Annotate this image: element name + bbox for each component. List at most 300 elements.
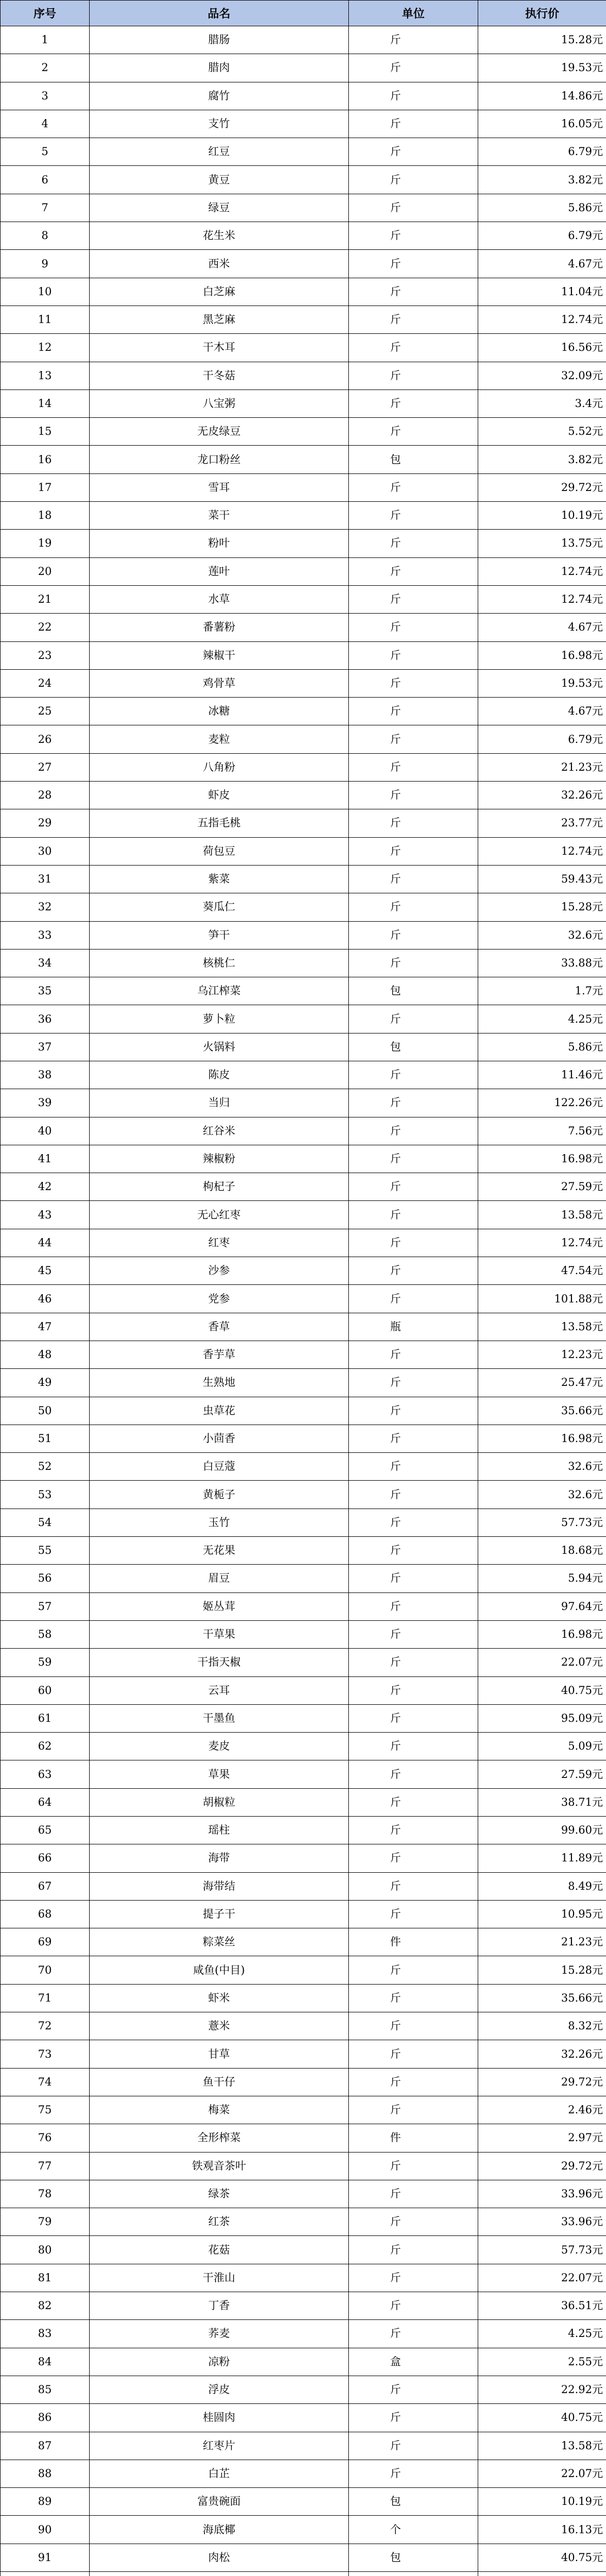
cell-no: 56 xyxy=(1,1565,90,1592)
table-row xyxy=(1,1481,606,1509)
cell-no: 39 xyxy=(1,1089,90,1117)
cell-unit: 斤 xyxy=(349,893,478,921)
cell-unit: 斤 xyxy=(349,2404,478,2432)
cell-name: 生熟地 xyxy=(90,1369,349,1397)
cell-price: 57.73元 xyxy=(478,2236,606,2264)
table-row xyxy=(1,865,606,893)
table-row xyxy=(1,1117,606,1145)
table-row xyxy=(1,1872,606,1900)
cell-name: 党参 xyxy=(90,1285,349,1313)
cell-price: 4.25元 xyxy=(478,2320,606,2348)
cell-name: 香芋草 xyxy=(90,1341,349,1368)
cell-name: 虫草花 xyxy=(90,1397,349,1425)
cell-unit: 斤 xyxy=(349,837,478,865)
cell-unit: 斤 xyxy=(349,473,478,501)
cell-unit: 斤 xyxy=(349,1257,478,1285)
table-row xyxy=(1,1620,606,1648)
table-row xyxy=(1,837,606,865)
cell-price: 29.72元 xyxy=(478,473,606,501)
header-no: 序号 xyxy=(1,1,90,26)
cell-unit: 斤 xyxy=(349,1509,478,1536)
table-row xyxy=(1,166,606,194)
cell-name: 红谷米 xyxy=(90,1117,349,1145)
table-row xyxy=(1,2348,606,2376)
cell-price: 3.82元 xyxy=(478,446,606,473)
table-row xyxy=(1,585,606,613)
cell-no: 21 xyxy=(1,585,90,613)
cell-name: 陈皮 xyxy=(90,1061,349,1089)
table-row xyxy=(1,2404,606,2432)
cell-unit: 斤 xyxy=(349,362,478,389)
cell-name: 白豆蔻 xyxy=(90,1453,349,1481)
cell-price: 3.4元 xyxy=(478,389,606,417)
cell-unit: 斤 xyxy=(349,1788,478,1816)
cell-unit: 斤 xyxy=(349,1201,478,1229)
table-row xyxy=(1,1704,606,1732)
cell-no: 77 xyxy=(1,2152,90,2180)
cell-unit: 斤 xyxy=(349,194,478,222)
cell-unit: 斤 xyxy=(349,1229,478,1257)
cell-unit: 斤 xyxy=(349,222,478,250)
table-row xyxy=(1,502,606,530)
cell-unit: 斤 xyxy=(349,1481,478,1509)
cell-unit: 斤 xyxy=(349,669,478,697)
cell-price: 5.86元 xyxy=(478,194,606,222)
table-row xyxy=(1,2068,606,2096)
cell-no: 4 xyxy=(1,110,90,138)
table-row xyxy=(1,921,606,949)
cell-name: 富贵碗面 xyxy=(90,2488,349,2516)
cell-no: 29 xyxy=(1,809,90,837)
cell-name: 白芷 xyxy=(90,2460,349,2487)
table-row xyxy=(1,2040,606,2068)
cell-no: 69 xyxy=(1,1928,90,1956)
cell-no: 71 xyxy=(1,1984,90,2012)
cell-price: 27.59元 xyxy=(478,1760,606,1788)
cell-no: 53 xyxy=(1,1481,90,1509)
table-row xyxy=(1,949,606,977)
table-row xyxy=(1,250,606,278)
cell-unit: 斤 xyxy=(349,1649,478,1676)
cell-name: 粉叶 xyxy=(90,530,349,557)
cell-name: 支竹 xyxy=(90,110,349,138)
cell-price: 21.23元 xyxy=(478,753,606,781)
cell-name: 核桃仁 xyxy=(90,949,349,977)
cell-price: 13.58元 xyxy=(478,1313,606,1341)
cell-price: 32.09元 xyxy=(478,362,606,389)
cell-no: 27 xyxy=(1,753,90,781)
cell-name: 云耳 xyxy=(90,1676,349,1704)
cell-unit: 斤 xyxy=(349,1760,478,1788)
table-row xyxy=(1,2432,606,2460)
table-row xyxy=(1,1089,606,1117)
cell-unit xyxy=(349,2572,478,2576)
cell-no: 72 xyxy=(1,2012,90,2040)
cell-price: 99.60元 xyxy=(478,1817,606,1844)
cell-no: 79 xyxy=(1,2208,90,2236)
cell-unit: 斤 xyxy=(349,1817,478,1844)
cell-no: 60 xyxy=(1,1676,90,1704)
cell-no: 63 xyxy=(1,1760,90,1788)
cell-name: 辣椒干 xyxy=(90,641,349,669)
table-row xyxy=(1,1537,606,1565)
cell-unit: 斤 xyxy=(349,2152,478,2180)
cell-unit: 斤 xyxy=(349,753,478,781)
cell-unit: 包 xyxy=(349,2488,478,2516)
table-row xyxy=(1,362,606,389)
table-row xyxy=(1,473,606,501)
cell-no: 23 xyxy=(1,641,90,669)
table-row xyxy=(1,1425,606,1452)
table-row xyxy=(1,893,606,921)
cell-price: 22.07元 xyxy=(478,2264,606,2292)
cell-price: 38.71元 xyxy=(478,1788,606,1816)
table-row xyxy=(1,82,606,110)
cell-name: 番薯粉 xyxy=(90,614,349,641)
cell-no: 59 xyxy=(1,1649,90,1676)
table-row xyxy=(1,334,606,362)
cell-price: 97.64元 xyxy=(478,1592,606,1620)
table-row xyxy=(1,753,606,781)
cell-no: 54 xyxy=(1,1509,90,1536)
cell-price: 15.28元 xyxy=(478,1956,606,1984)
cell-unit: 斤 xyxy=(349,782,478,809)
cell-unit: 斤 xyxy=(349,1592,478,1620)
cell-no: 3 xyxy=(1,82,90,110)
table-row xyxy=(1,530,606,557)
cell-no: 10 xyxy=(1,278,90,306)
cell-no: 24 xyxy=(1,669,90,697)
table-row xyxy=(1,278,606,306)
cell-name: 莲叶 xyxy=(90,557,349,585)
cell-no: 13 xyxy=(1,362,90,389)
cell-unit: 斤 xyxy=(349,2460,478,2487)
cell-price: 8.49元 xyxy=(478,1872,606,1900)
cell-no: 78 xyxy=(1,2180,90,2208)
cell-price: 11.89元 xyxy=(478,1844,606,1872)
cell-price: 16.56元 xyxy=(478,334,606,362)
cell-no xyxy=(1,2572,90,2576)
cell-no: 40 xyxy=(1,1117,90,1145)
cell-name: 凉粉 xyxy=(90,2348,349,2376)
cell-unit: 斤 xyxy=(349,1089,478,1117)
cell-name: 干指天椒 xyxy=(90,1649,349,1676)
table-row xyxy=(1,1061,606,1089)
table-row xyxy=(1,614,606,641)
cell-price: 32.6元 xyxy=(478,921,606,949)
header-name: 品名 xyxy=(90,1,349,26)
cell-unit: 斤 xyxy=(349,641,478,669)
cell-unit: 包 xyxy=(349,446,478,473)
cell-price: 5.09元 xyxy=(478,1733,606,1760)
cell-name: 龙口粉丝 xyxy=(90,446,349,473)
cell-price: 21.23元 xyxy=(478,1928,606,1956)
table-row xyxy=(1,2572,606,2576)
cell-price xyxy=(478,2572,606,2576)
cell-unit: 斤 xyxy=(349,921,478,949)
cell-no: 33 xyxy=(1,921,90,949)
cell-unit: 斤 xyxy=(349,1341,478,1368)
cell-unit: 斤 xyxy=(349,278,478,306)
cell-no: 32 xyxy=(1,893,90,921)
cell-name: 红枣片 xyxy=(90,2432,349,2460)
cell-unit: 斤 xyxy=(349,82,478,110)
table-row xyxy=(1,110,606,138)
cell-unit: 斤 xyxy=(349,1565,478,1592)
cell-price: 16.98元 xyxy=(478,1620,606,1648)
cell-no: 58 xyxy=(1,1620,90,1648)
cell-price: 11.46元 xyxy=(478,1061,606,1089)
cell-no: 83 xyxy=(1,2320,90,2348)
cell-price: 19.53元 xyxy=(478,669,606,697)
table-row xyxy=(1,2516,606,2544)
cell-name: 花菇 xyxy=(90,2236,349,2264)
cell-unit: 斤 xyxy=(349,614,478,641)
cell-name: 黄栀子 xyxy=(90,1481,349,1509)
cell-name: 黄豆 xyxy=(90,166,349,194)
cell-no: 45 xyxy=(1,1257,90,1285)
cell-name: 红茶 xyxy=(90,2208,349,2236)
cell-name: 白芝麻 xyxy=(90,278,349,306)
cell-name: 姬丛茸 xyxy=(90,1592,349,1620)
cell-price: 5.94元 xyxy=(478,1565,606,1592)
cell-no: 55 xyxy=(1,1537,90,1565)
cell-no: 65 xyxy=(1,1817,90,1844)
cell-price: 6.79元 xyxy=(478,222,606,250)
cell-no: 47 xyxy=(1,1313,90,1341)
cell-unit: 斤 xyxy=(349,557,478,585)
table-row xyxy=(1,2012,606,2040)
cell-no: 30 xyxy=(1,837,90,865)
cell-price: 122.26元 xyxy=(478,1089,606,1117)
table-row xyxy=(1,2208,606,2236)
cell-unit: 斤 xyxy=(349,2264,478,2292)
cell-unit: 斤 xyxy=(349,1117,478,1145)
cell-price: 18.68元 xyxy=(478,1537,606,1565)
cell-price: 16.13元 xyxy=(478,2516,606,2544)
cell-name: 鱼干仔 xyxy=(90,2068,349,2096)
cell-no: 89 xyxy=(1,2488,90,2516)
cell-name: 瑶柱 xyxy=(90,1817,349,1844)
cell-no: 31 xyxy=(1,865,90,893)
cell-unit: 斤 xyxy=(349,2040,478,2068)
cell-name: 辣椒粉 xyxy=(90,1145,349,1173)
cell-price: 4.67元 xyxy=(478,250,606,278)
cell-no: 84 xyxy=(1,2348,90,2376)
table-row xyxy=(1,54,606,82)
table-row xyxy=(1,1928,606,1956)
cell-name: 五指毛桃 xyxy=(90,809,349,837)
cell-unit: 斤 xyxy=(349,1956,478,1984)
cell-no: 17 xyxy=(1,473,90,501)
cell-unit: 斤 xyxy=(349,389,478,417)
cell-no: 70 xyxy=(1,1956,90,1984)
cell-unit: 斤 xyxy=(349,530,478,557)
cell-name: 鸡骨草 xyxy=(90,669,349,697)
cell-price: 16.98元 xyxy=(478,641,606,669)
cell-unit: 斤 xyxy=(349,698,478,725)
cell-unit: 件 xyxy=(349,1928,478,1956)
cell-name: 全形榨菜 xyxy=(90,2124,349,2152)
cell-price: 13.58元 xyxy=(478,1201,606,1229)
cell-name: 红豆 xyxy=(90,138,349,166)
cell-unit: 斤 xyxy=(349,2320,478,2348)
cell-price: 6.79元 xyxy=(478,138,606,166)
cell-no: 52 xyxy=(1,1453,90,1481)
header-row xyxy=(1,1,606,26)
cell-unit: 斤 xyxy=(349,26,478,54)
cell-unit: 斤 xyxy=(349,2236,478,2264)
cell-unit: 斤 xyxy=(349,138,478,166)
cell-name: 甘草 xyxy=(90,2040,349,2068)
cell-price: 22.07元 xyxy=(478,2460,606,2487)
cell-price: 40.75元 xyxy=(478,1676,606,1704)
cell-unit: 斤 xyxy=(349,1285,478,1313)
cell-no: 15 xyxy=(1,418,90,446)
cell-unit: 斤 xyxy=(349,809,478,837)
cell-no: 75 xyxy=(1,2096,90,2124)
cell-name: 乌江榨菜 xyxy=(90,977,349,1005)
cell-name: 腊肉 xyxy=(90,54,349,82)
cell-no: 12 xyxy=(1,334,90,362)
table-row xyxy=(1,2320,606,2348)
table-row xyxy=(1,1257,606,1285)
table-row xyxy=(1,2180,606,2208)
cell-no: 37 xyxy=(1,1033,90,1061)
cell-no: 51 xyxy=(1,1425,90,1452)
cell-name: 干草果 xyxy=(90,1620,349,1648)
table-row xyxy=(1,1788,606,1816)
cell-unit: 斤 xyxy=(349,2012,478,2040)
table-row xyxy=(1,2236,606,2264)
cell-no: 1 xyxy=(1,26,90,54)
table-row xyxy=(1,2544,606,2571)
cell-name: 冰糖 xyxy=(90,698,349,725)
cell-unit: 斤 xyxy=(349,2068,478,2096)
cell-price: 12.74元 xyxy=(478,837,606,865)
cell-name: 红枣 xyxy=(90,1229,349,1257)
cell-unit: 斤 xyxy=(349,1676,478,1704)
table-row xyxy=(1,809,606,837)
cell-price: 57.73元 xyxy=(478,1509,606,1536)
cell-unit: 斤 xyxy=(349,502,478,530)
cell-unit: 斤 xyxy=(349,1061,478,1089)
cell-price: 101.88元 xyxy=(478,1285,606,1313)
cell-no: 35 xyxy=(1,977,90,1005)
cell-name: 干冬菇 xyxy=(90,362,349,389)
table-row xyxy=(1,782,606,809)
cell-unit: 斤 xyxy=(349,250,478,278)
cell-no: 20 xyxy=(1,557,90,585)
cell-name: 干墨鱼 xyxy=(90,1704,349,1732)
cell-no: 18 xyxy=(1,502,90,530)
cell-unit: 包 xyxy=(349,977,478,1005)
table-row xyxy=(1,1509,606,1536)
cell-price: 2.97元 xyxy=(478,2124,606,2152)
cell-price: 32.6元 xyxy=(478,1453,606,1481)
cell-price: 29.72元 xyxy=(478,2152,606,2180)
cell-name: 麦粒 xyxy=(90,725,349,753)
cell-price: 16.98元 xyxy=(478,1425,606,1452)
cell-price: 19.53元 xyxy=(478,54,606,82)
table-row xyxy=(1,194,606,222)
table-row xyxy=(1,977,606,1005)
cell-unit: 斤 xyxy=(349,1005,478,1033)
cell-price: 2.46元 xyxy=(478,2096,606,2124)
cell-price: 11.04元 xyxy=(478,278,606,306)
table-row xyxy=(1,1649,606,1676)
cell-price: 25.47元 xyxy=(478,1369,606,1397)
cell-unit: 斤 xyxy=(349,1397,478,1425)
cell-price: 10.95元 xyxy=(478,1900,606,1928)
cell-price: 15.28元 xyxy=(478,893,606,921)
table-row xyxy=(1,1592,606,1620)
cell-unit: 斤 xyxy=(349,1620,478,1648)
cell-price: 12.74元 xyxy=(478,306,606,333)
cell-no: 62 xyxy=(1,1733,90,1760)
cell-name: 玉竹 xyxy=(90,1509,349,1536)
table-header xyxy=(1,1,606,26)
table-row xyxy=(1,1900,606,1928)
cell-price: 2.55元 xyxy=(478,2348,606,2376)
cell-unit: 斤 xyxy=(349,54,478,82)
cell-no: 5 xyxy=(1,138,90,166)
table-row xyxy=(1,1760,606,1788)
cell-no: 2 xyxy=(1,54,90,82)
table-row xyxy=(1,1033,606,1061)
cell-no: 8 xyxy=(1,222,90,250)
cell-name: 菜干 xyxy=(90,502,349,530)
cell-unit: 斤 xyxy=(349,725,478,753)
table-row xyxy=(1,1453,606,1481)
cell-name: 虾皮 xyxy=(90,782,349,809)
table-row xyxy=(1,1173,606,1201)
cell-name: 当归 xyxy=(90,1089,349,1117)
cell-price: 5.52元 xyxy=(478,418,606,446)
table-row xyxy=(1,2124,606,2152)
cell-price: 7.56元 xyxy=(478,1117,606,1145)
cell-unit: 斤 xyxy=(349,1453,478,1481)
table-row xyxy=(1,698,606,725)
cell-unit: 斤 xyxy=(349,418,478,446)
cell-price: 32.26元 xyxy=(478,2040,606,2068)
cell-unit: 斤 xyxy=(349,585,478,613)
cell-price: 4.25元 xyxy=(478,1005,606,1033)
table-row xyxy=(1,446,606,473)
cell-no: 36 xyxy=(1,1005,90,1033)
cell-no: 41 xyxy=(1,1145,90,1173)
cell-no: 64 xyxy=(1,1788,90,1816)
cell-name: 干淮山 xyxy=(90,2264,349,2292)
header-price: 执行价 xyxy=(478,1,606,26)
cell-no: 28 xyxy=(1,782,90,809)
cell-price: 12.74元 xyxy=(478,557,606,585)
cell-price: 8.32元 xyxy=(478,2012,606,2040)
cell-price: 27.59元 xyxy=(478,1173,606,1201)
cell-unit: 斤 xyxy=(349,1733,478,1760)
cell-price: 23.77元 xyxy=(478,809,606,837)
table-row xyxy=(1,418,606,446)
cell-name: 八宝粥 xyxy=(90,389,349,417)
cell-no: 67 xyxy=(1,1872,90,1900)
cell-no: 76 xyxy=(1,2124,90,2152)
cell-no: 38 xyxy=(1,1061,90,1089)
table-row xyxy=(1,1313,606,1341)
cell-no: 49 xyxy=(1,1369,90,1397)
cell-no: 73 xyxy=(1,2040,90,2068)
cell-name: 胡椒粒 xyxy=(90,1788,349,1816)
cell-unit: 斤 xyxy=(349,1704,478,1732)
